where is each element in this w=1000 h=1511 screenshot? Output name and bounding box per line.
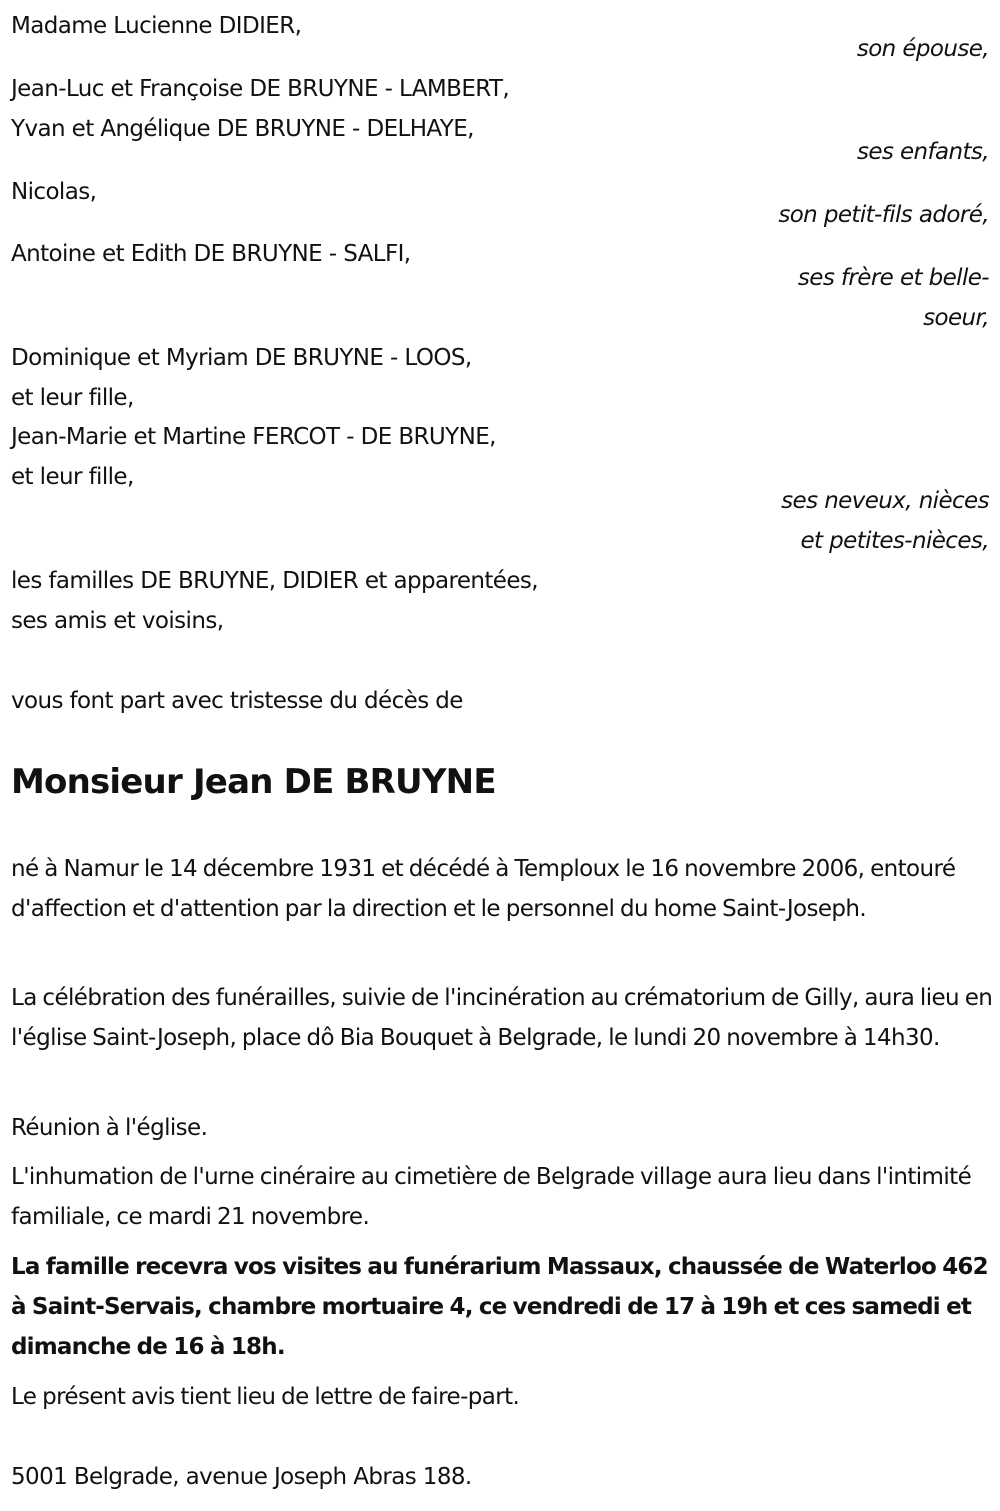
relation-label: ses enfants, <box>856 139 989 165</box>
deceased-name-heading: Monsieur Jean DE BRUYNE <box>11 762 496 802</box>
family-name-line: et leur fille, <box>11 464 134 490</box>
family-name-line: les familles DE BRUYNE, DIDIER et apparentées, <box>11 568 538 594</box>
meeting-paragraph: Réunion à l'église. <box>11 1115 208 1141</box>
birth-death-paragraph: né à Namur le 14 décembre 1931 et décédé à Temploux le 16 novembre 2006, entouré d'affection et d'attention par la direction et le personnel du home Saint-Joseph. <box>11 856 956 922</box>
family-name-line: ses amis et voisins, <box>11 608 224 634</box>
family-name-line: Jean-Marie et Martine FERCOT - DE BRUYNE, <box>11 424 496 450</box>
family-name-line: Dominique et Myriam DE BRUYNE - LOOS, <box>11 345 472 371</box>
relation-label: et petites-nièces, <box>800 528 989 554</box>
relation-label: ses neveux, nièces <box>781 488 989 514</box>
family-name-line: et leur fille, <box>11 385 134 411</box>
visits-paragraph: La famille recevra vos visites au funérarium Massaux, chaussée de Waterloo 462 à Saint-Servais, chambre mortuaire 4, ce vendredi de 17 à 19h et ces samedi et dimanche de 16 à 18h. <box>11 1254 988 1360</box>
relation-label: son épouse, <box>856 36 989 62</box>
family-name-line: Yvan et Angélique DE BRUYNE - DELHAYE, <box>11 116 474 142</box>
family-name-line: Madame Lucienne DIDIER, <box>11 13 302 39</box>
relation-label: son petit-fils adoré, <box>778 202 989 228</box>
family-name-line: Nicolas, <box>11 179 97 205</box>
announcement-text: vous font part avec tristesse du décès de <box>11 688 463 714</box>
ceremony-paragraph: La célébration des funérailles, suivie de l'incinération au crématorium de Gilly, aura lieu en l'église Saint-Joseph, place dô Bia Bouquet à Belgrade, le lundi 20 novembre à 14h30. <box>11 985 993 1051</box>
notice-paragraph: Le présent avis tient lieu de lettre de faire-part. <box>11 1384 520 1410</box>
family-name-line: Antoine et Edith DE BRUYNE - SALFI, <box>11 241 411 267</box>
relation-label: ses frère et belle- <box>797 265 989 291</box>
relation-label: soeur, <box>923 305 989 331</box>
family-name-line: Jean-Luc et Françoise DE BRUYNE - LAMBERT, <box>11 76 510 102</box>
burial-paragraph: L'inhumation de l'urne cinéraire au cimetière de Belgrade village aura lieu dans l'intimité familiale, ce mardi 21 novembre. <box>11 1164 972 1230</box>
address-line: 5001 Belgrade, avenue Joseph Abras 188. <box>11 1464 472 1490</box>
